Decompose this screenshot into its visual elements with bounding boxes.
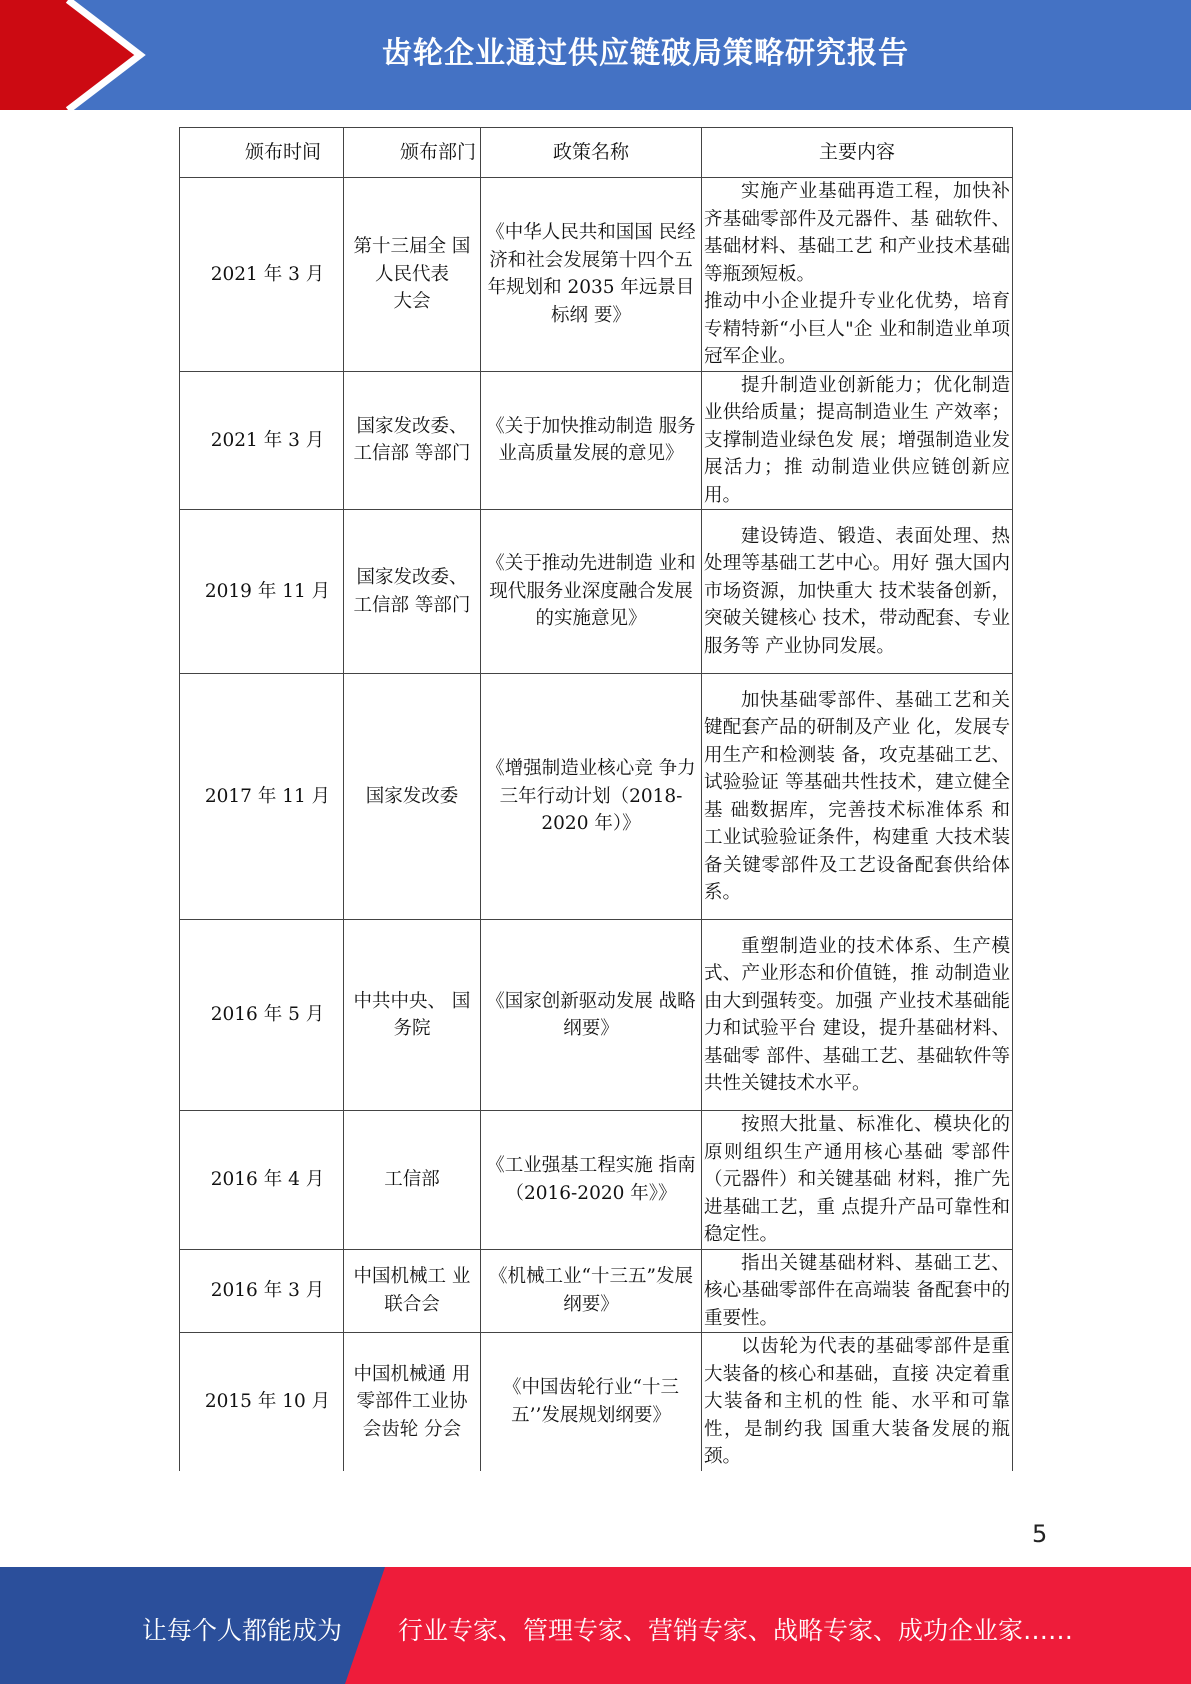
cell-content: 指出关键基础材料、基础工艺、核心基础零部件在高端装 备配套中的重要性。 xyxy=(702,1249,1013,1333)
cell-content: 重塑制造业的技术体系、生产模式、产业形态和价值链，推 动制造业由大到强转变。加强 产业技术基础能力和试验平台 建设，提升基础材料、基础零 部件、基础工艺、基础软件等 共性关键技术水平。 xyxy=(702,920,1013,1111)
report-title: 齿轮企业通过供应链破局策略研究报告 xyxy=(382,36,909,71)
cell-department: 国家发改委、工信部 等部门 xyxy=(344,510,481,674)
cell-department: 中共中央、 国务院 xyxy=(344,920,481,1111)
cell-date: 2016 年 4 月 xyxy=(180,1111,344,1250)
table-row xyxy=(180,674,1013,920)
cell-department: 工信部 xyxy=(344,1111,481,1250)
cell-content: 按照大批量、标准化、模块化的原则组织生产通用核心基础 零部件（元器件）和关键基础 材料，推广先进基础工艺，重 点提升产品可靠性和稳定性。 xyxy=(702,1111,1013,1250)
cell-content: 以齿轮为代表的基础零部件是重大装备的核心和基础，直接 决定着重大装备和主机的性 能、水平和可靠性，是制约我 国重大装备发展的瓶颈。 xyxy=(702,1333,1013,1471)
cell-department: 国家发改委、工信部 等部门 xyxy=(344,371,481,510)
cell-department: 第十三届全 国人民代表 大会 xyxy=(344,178,481,372)
table-row xyxy=(180,371,1013,510)
cell-department: 中国机械通 用零部件工业协会齿轮 分会 xyxy=(344,1333,481,1471)
table-row xyxy=(180,1249,1013,1333)
cell-content: 建设铸造、锻造、表面处理、热处理等基础工艺中心。用好 强大国内市场资源，加快重大 技术装备创新，突破关键核心 技术，带动配套、专业服务等 产业协同发展。 xyxy=(702,510,1013,674)
policy-table xyxy=(179,127,1013,1471)
cell-policy: 《工业强基工程实施 指南（2016-2020 年》》 xyxy=(481,1111,702,1250)
table-row xyxy=(180,920,1013,1111)
cell-policy: 《关于加快推动制造 服务业高质量发展的意见》 xyxy=(481,371,702,510)
cell-policy: 《关于推动先进制造 业和现代服务业深度融合发展的实施意见》 xyxy=(481,510,702,674)
page-footer xyxy=(0,1567,1191,1684)
table-row xyxy=(180,510,1013,674)
cell-policy: 《机械工业“十三五”发展纲要》 xyxy=(481,1249,702,1333)
header-department: 颁布部门 xyxy=(344,128,481,178)
header-content: 主要内容 xyxy=(702,128,1013,178)
header-policy: 政策名称 xyxy=(481,128,702,178)
cell-content: 加快基础零部件、基础工艺和关键配套产品的研制及产业 化，发展专用生产和检测装 备，攻克基础工艺、试验验证 等基础共性技术，建立健全基 础数据库，完善技术标准体系 和工业试验验证条件，构建重 大技术装备关键零部件及工艺设备配套供给体系。 xyxy=(702,674,1013,920)
table-row xyxy=(180,1333,1013,1471)
cell-date: 2021 年 3 月 xyxy=(180,178,344,372)
cell-date: 2015 年 10 月 xyxy=(180,1333,344,1471)
cell-policy: 《国家创新驱动发展 战略纲要》 xyxy=(481,920,702,1111)
cell-content: 提升制造业创新能力；优化制造业供给质量；提高制造业生 产效率；支撑制造业绿色发 展；增强制造业发展活力；推 动制造业供应链创新应用。 xyxy=(702,371,1013,510)
header-date: 颁布时间 xyxy=(180,128,344,178)
page-number: 5 xyxy=(1032,1520,1048,1548)
cell-date: 2016 年 5 月 xyxy=(180,920,344,1111)
table-header-row xyxy=(180,128,1013,178)
page-header xyxy=(0,0,1191,110)
cell-department: 国家发改委 xyxy=(344,674,481,920)
table-row xyxy=(180,178,1013,372)
cell-policy: 《增强制造业核心竞 争力三年行动计划（2018-2020 年）》 xyxy=(481,674,702,920)
table-row xyxy=(180,1111,1013,1250)
cell-policy: 《中华人民共和国国 民经济和社会发展第十四个五年规划和 2035 年远景目标纲 要》 xyxy=(481,178,702,372)
cell-policy: 《中国齿轮行业“十三 五’’发展规划纲要》 xyxy=(481,1333,702,1471)
content-paragraph: 实施产业基础再造工程，加快补齐基础零部件及元器件、基 础软件、基础材料、基础工艺 和产业技术基础等瓶颈短板。 推动中小企业提升专业化优势，培育专精特新“小巨人"企 业和制造业单项冠军企业。 xyxy=(704,181,1010,367)
cell-date: 2016 年 3 月 xyxy=(180,1249,344,1333)
cell-date: 2021 年 3 月 xyxy=(180,371,344,510)
footer-slogan-left: 让每个人都能成为 xyxy=(142,1616,343,1645)
cell-date: 2017 年 11 月 xyxy=(180,674,344,920)
cell-date: 2019 年 11 月 xyxy=(180,510,344,674)
cell-department: 中国机械工 业联合会 xyxy=(344,1249,481,1333)
footer-slogan-right: 行业专家、管理专家、营销专家、战略专家、成功企业家…… xyxy=(398,1616,1074,1645)
cell-content xyxy=(702,178,1013,372)
